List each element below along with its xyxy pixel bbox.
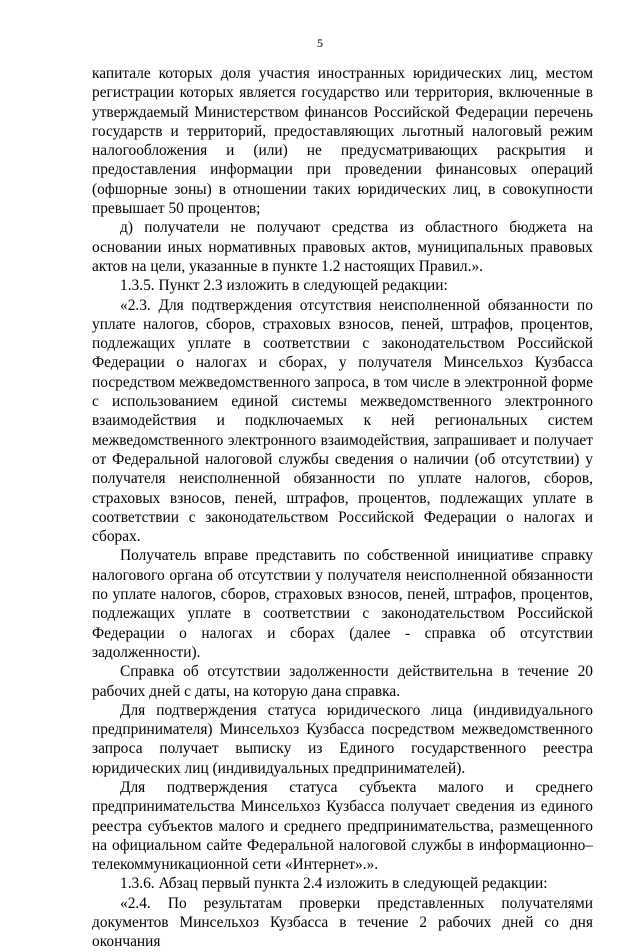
document-body (92, 64, 593, 952)
paragraph-continuation: капитале которых доля участия иностранных юридических лиц, местом регистрации которых является государство или территория, включенные в утверждаемый Министерством финансов Российской Федерации перечень государств и территорий, предоставляющих льготный налоговый режим налогообложения и (или) не предусматривающих раскрытия и предоставления информации при проведении финансовых операций (офшорные зоны) в отношении таких юридических лиц, в совокупности превышает 50 процентов; (92, 65, 593, 218)
paragraph-subitem-d: д) получатели не получают средства из областного бюджета на основании иных нормативных правовых актов, муниципальных правовых актов на цели, указанные в пункте 1.2 настоящих Правил.». (92, 219, 593, 275)
page-number: 5 (317, 36, 323, 50)
paragraph-2-4: «2.4. По результатам проверки представленных получателями документов Минсельхоз Кузбасса в течение 2 рабочих дней со дня окончания (92, 894, 593, 951)
paragraph-tax-certificate: Получатель вправе представить по собственной инициативе справку налогового органа об отсутствии у получателя неисполненной обязанности по уплате налогов, сборов, страховых взносов, пеней, штрафов, процентов, подлежащих уплате в соответствии с законодательством Российской Федерации о налогах и сборах (далее - справка об отсутствии задолженности). (92, 547, 593, 661)
paragraph-1-3-6: 1.3.6. Абзац первый пункта 2.4 изложить в следующей редакции: (120, 875, 548, 893)
paragraph-1-3-5: 1.3.5. Пункт 2.3 изложить в следующей редакции: (120, 277, 448, 295)
paragraph-sme-status: Для подтверждения статуса субъекта малого и среднего предпринимательства Минсельхоз Кузбасса получает сведения из единого реестра субъектов малого и среднего предпринимательства, размещенного на официальном сайте Федеральной налоговой службы в информационно–телекоммуникационной сети «Интернет».». (92, 778, 593, 874)
paragraph-2-3: «2.3. Для подтверждения отсутствия неисполненной обязанности по уплате налогов, сборов, страховых взносов, пеней, штрафов, процентов, подлежащих уплате в соответствии с законодательством Российской Федерации о налогах и сборах, у получателя Минсельхоз Кузбасса посредством межведомственного запроса, в том числе в электронной форме с использованием единой системы межведомственного электронного взаимодействия и подключаемых к ней региональных систем межведомственного электронного взаимодействия, запрашивает и получает от Федеральной налоговой службы сведения о наличии (об отсутствии) у получателя неисполненной обязанности по уплате налогов, сборов, страховых взносов, пеней, штрафов, процентов, подлежащих уплате в соответствии с законодательством Российской Федерации о налогах и сборах. (92, 296, 593, 546)
paragraph-certificate-validity: Справка об отсутствии задолженности действительна в течение 20 рабочих дней с даты, на которую дана справка. (92, 663, 593, 700)
paragraph-legal-status: Для подтверждения статуса юридического лица (индивидуального предпринимателя) Минсельхоз Кузбасса посредством межведомственного запроса получает выписку из Единого государственного реестра юридических лиц (индивидуальных предпринимателей). (92, 701, 593, 777)
